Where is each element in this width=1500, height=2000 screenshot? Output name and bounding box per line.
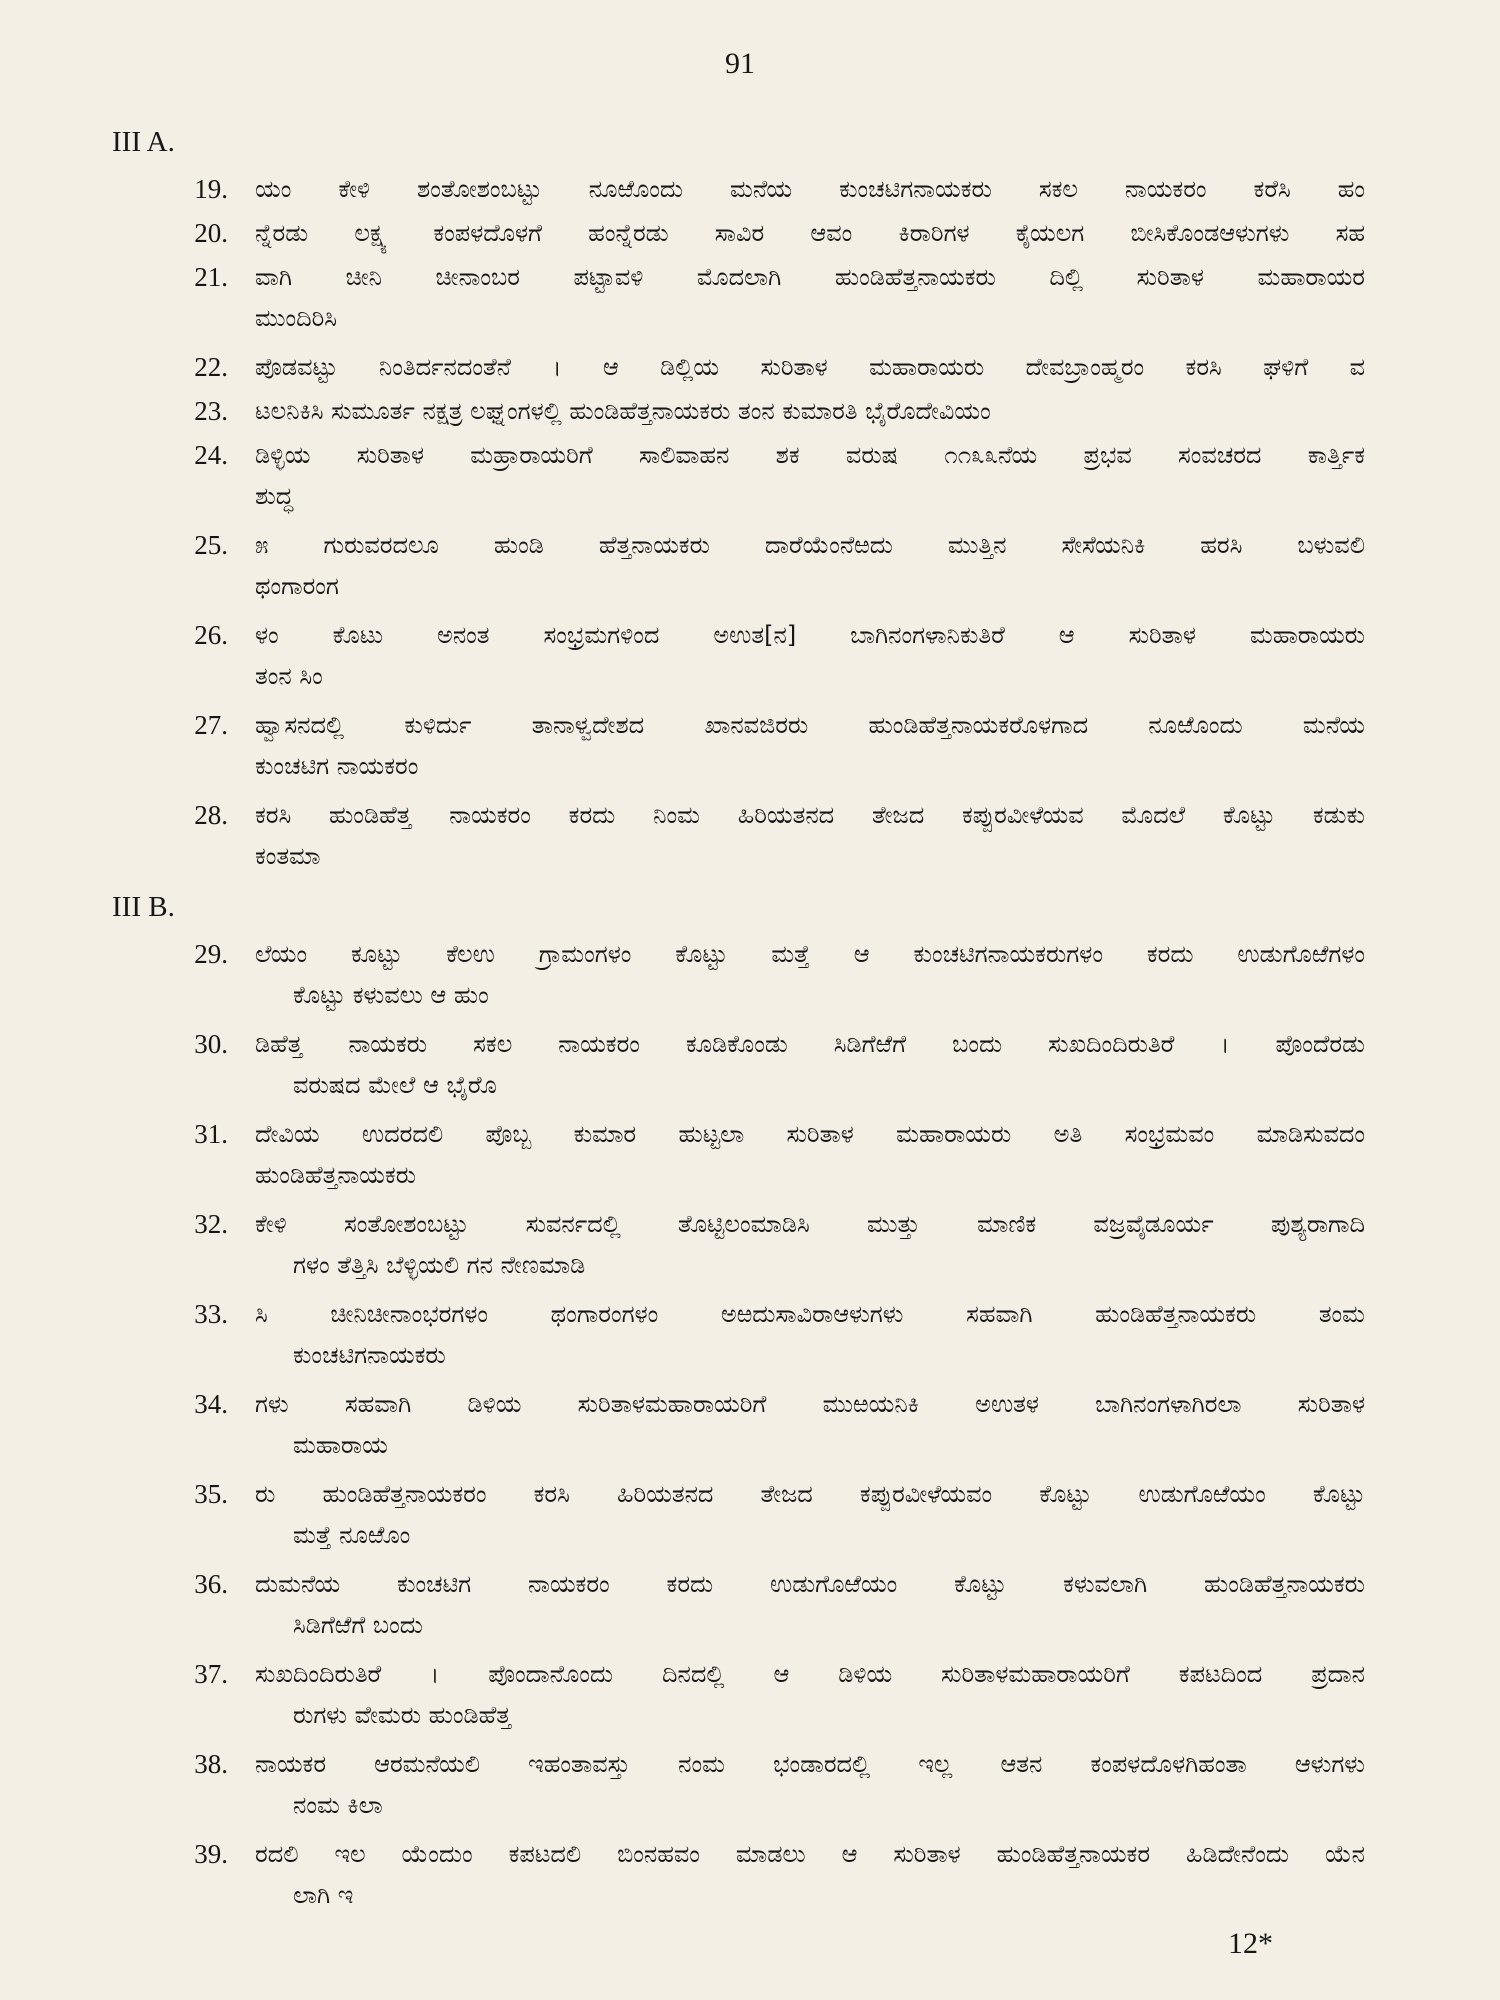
entry-text — [255, 1834, 1365, 1916]
entry-line: ಕರಸಿ ಹುಂಡಿಹೆತ್ತ ನಾಯಕರಂ ಕರದು ನಿಂಮ ಹಿರಿಯತನದ ತೇಜದ ಕಪ್ಪುರವೀಳೆಯವ ಮೊದಲೆ ಕೊಟ್ಟು ಕಡುಕು — [255, 801, 1365, 829]
entry-line: ಲೆಯಂ ಕೂಟ್ಟು ಕೆಲಉ ಗ್ರಾಮಂಗಳಂ ಕೊಟ್ಟು ಮತ್ತೆ ಆ ಕುಂಚಟಿಗನಾಯಕರುಗಳಂ ಕರದು ಉಡುಗೊಱೆಗಳಂ — [255, 940, 1365, 968]
line-number: 24. — [194, 440, 228, 470]
entry-continuation-line: ನಂಮ ಕಿಲಾ — [293, 1791, 383, 1819]
entry-line: ಟಲನಿಕಿಸಿ ಸುಮೂರ್ತ ನಕ್ಷತ್ರ ಲಘ್ನಂಗಳಲ್ಲಿ ಹುಂಡಿಹೆತ್ತನಾಯಕರು ತಂನ ಕುಮಾರತಿ ಭೈರೊದೇವಿಯಂ — [255, 397, 991, 425]
line-number: 28. — [194, 800, 228, 830]
entry-continuation-line: ಕುಂಚಟಿಗ ನಾಯಕರಂ — [255, 752, 419, 780]
entry-text — [255, 257, 1365, 339]
line-number: 26. — [194, 620, 228, 650]
text-entry — [0, 1294, 1500, 1376]
text-entry — [0, 1384, 1500, 1466]
text-entry — [0, 615, 1500, 697]
line-number: 37. — [194, 1659, 228, 1689]
entry-line: ಹ್ವಾಸನದಲ್ಲಿ ಕುಳಿರ್ದು ತಾನಾಳ್ವದೇಶದ ಖಾನವಜಿರರು ಹುಂಡಿಹೆತ್ತನಾಯಕರೊಳಗಾದ ನೂಱೊಂದು ಮನೆಯ — [255, 711, 1365, 739]
entry-continuation-line: ಶುದ್ಧ — [255, 482, 294, 510]
entry-continuation-line: ಲಾಗಿ ಇ — [293, 1881, 354, 1909]
text-entry — [0, 1834, 1500, 1916]
entry-continuation-line: ವರುಷದ ಮೇಲೆ ಆ ಭೈರೊ — [293, 1071, 497, 1099]
entry-text — [255, 934, 1365, 1016]
entry-continuation-line: ಗಳಂ ತೆತ್ತಿಸಿ ಬೆಳ್ಳಿಯಲಿ ಗನ ನೇಣಮಾಡಿ — [293, 1251, 586, 1279]
entry-continuation-line: ಮತ್ತೆ ನೂಱೊಂ — [293, 1521, 411, 1549]
text-entry — [0, 347, 1500, 388]
entry-text — [255, 213, 1365, 254]
entry-text — [255, 169, 1365, 210]
text-entry — [0, 1744, 1500, 1826]
text-entry — [0, 391, 1500, 432]
entry-line: ರು ಹುಂಡಿಹೆತ್ತನಾಯಕರಂ ಕರಸಿ ಹಿರಿಯತನದ ತೇಜದ ಕಪ್ಪುರವೀಳೆಯವಂ ಕೊಟ್ಟು ಉಡುಗೊಱೆಯಂ ಕೊಟ್ಟು — [255, 1480, 1365, 1508]
entry-line: ನ್ನೆರಡು ಲಕ್ಷ್ಯ ಕಂಪಳದೊಳಗೆ ಹಂನ್ನೆರಡು ಸಾವಿರ ಆವಂ ಕಿರಾರಿಗಳ ಕೈಯಲಗ ಬೀಸಿಕೊಂಡಆಳುಗಳು ಸಹ — [255, 219, 1365, 247]
line-number: 38. — [194, 1749, 228, 1779]
line-number: 31. — [194, 1119, 228, 1149]
entry-line: ಳಂ ಕೊಟು ಅನಂತ ಸಂಭ್ರಮಗಳಿಂದ ಅಉತ[ನ] ಬಾಗಿನಂಗಳಾನಿಕುತಿರೆ ಆ ಸುರಿತಾಳ ಮಹಾರಾಯರು — [255, 621, 1365, 649]
text-entry — [0, 1654, 1500, 1736]
entry-line: ರದಲಿ ಇಲ ಯೆಂದುಂ ಕಪಟದಲಿ ಬಿಂನಹವಂ ಮಾಡಲು ಆ ಸುರಿತಾಳ ಹುಂಡಿಹೆತ್ತನಾಯಕರ ಹಿಡಿದೇನೆಂದು ಯೆನ — [255, 1840, 1365, 1868]
entry-line: ಪೊಡವಟ್ಟು ನಿಂತಿರ್ದನದಂತೆನೆ । ಆ ಡಿಲ್ಲಿಯ ಸುರಿತಾಳ ಮಹಾರಾಯರು ದೇವಬ್ರಾಂಹ್ಮರಂ ಕರಸಿ ಘಳಿಗೆ ವ — [255, 353, 1365, 381]
line-number: 39. — [194, 1839, 228, 1869]
entry-line: ದೇವಿಯ ಉದರದಲಿ ಪೊಬ್ಬ ಕುಮಾರ ಹುಟ್ಟಲಾ ಸುರಿತಾಳ ಮಹಾರಾಯರು ಅತಿ ಸಂಭ್ರಮವಂ ಮಾಡಿಸುವದಂ — [255, 1120, 1365, 1148]
entry-text — [255, 1294, 1365, 1376]
entry-line: ಡಿಳ್ಳಿಯ ಸುರಿತಾಳ ಮಹ್ರಾರಾಯರಿಗೆ ಸಾಲಿವಾಹನ ಶಕ ವರುಷ ೧೧೩೩ನೆಯ ಪ್ರಭವ ಸಂವಚರದ ಕಾರ್ತ್ತಿಕ — [255, 441, 1365, 469]
entry-continuation-line: ಥಂಗಾರಂಗ — [255, 572, 339, 600]
text-entry — [0, 435, 1500, 517]
entry-text — [255, 615, 1365, 697]
line-number: 19. — [194, 174, 228, 204]
text-entry — [0, 1474, 1500, 1556]
entry-text — [255, 525, 1365, 607]
page-body — [0, 120, 1500, 1924]
text-entry — [0, 169, 1500, 210]
entry-text — [255, 795, 1365, 877]
line-number: 34. — [194, 1389, 228, 1419]
text-entry — [0, 257, 1500, 339]
line-number: 30. — [194, 1029, 228, 1059]
entry-continuation-line: ಕುಂಚಟಿಗನಾಯಕರು — [293, 1341, 446, 1369]
text-entry — [0, 934, 1500, 1016]
entry-line: ದುಮನೆಯ ಕುಂಚಟಿಗ ನಾಯಕರಂ ಕರದು ಉಡುಗೊಱೆಯಂ ಕೊಟ್ಟು ಕಳುವಲಾಗಿ ಹುಂಡಿಹೆತ್ತನಾಯಕರು — [255, 1570, 1365, 1598]
text-entry — [0, 525, 1500, 607]
entry-line: ಡಿಹೆತ್ತ ನಾಯಕರು ಸಕಲ ನಾಯಕರಂ ಕೂಡಿಕೊಂಡು ಸಿಡಿಗೆಱೆಗೆ ಬಂದು ಸುಖದಿಂದಿರುತಿರೆ । ಪೊಂದೆರಡು — [255, 1030, 1365, 1058]
line-number: 22. — [194, 352, 228, 382]
line-number: 33. — [194, 1299, 228, 1329]
entry-text — [255, 1114, 1365, 1196]
entry-line: ಯಂ ಕೇಳಿ ಶಂತೋಶಂಬಟ್ಟು ನೂಱೊಂದು ಮನೆಯ ಕುಂಚಟಿಗನಾಯಕರು ಸಕಲ ನಾಯಕರಂ ಕರೆಸಿ ಹಂ — [255, 175, 1365, 203]
text-entry — [0, 213, 1500, 254]
entry-text — [255, 347, 1365, 388]
page-number: 91 — [725, 47, 755, 80]
entry-continuation-line: ಕೊಟ್ಟು ಕಳುವಲು ಆ ಹುಂ — [293, 981, 489, 1009]
line-number: 25. — [194, 530, 228, 560]
entry-text — [255, 1744, 1365, 1826]
entry-continuation-line: ಸಿಡಿಗೆಱೆಗೆ ಬಂದು — [293, 1611, 423, 1639]
line-number: 27. — [194, 710, 228, 740]
entry-continuation-line: ಮಹಾರಾಯ — [293, 1431, 388, 1459]
entry-text — [255, 1654, 1365, 1736]
entry-text — [255, 391, 1365, 432]
entry-text — [255, 1204, 1365, 1286]
entry-text — [255, 1564, 1365, 1646]
line-number: 29. — [194, 939, 228, 969]
entry-line: ೫ ಗುರುವರದಲೂ ಹುಂಡಿ ಹೆತ್ತನಾಯಕರು ದಾರೆಯೆಂನೆಱದು ಮುತ್ತಿನ ಸೇಸೆಯನಿಕಿ ಹರಸಿ ಬಳುವಲಿ — [255, 531, 1365, 559]
text-entry — [0, 1024, 1500, 1106]
line-number: 32. — [194, 1209, 228, 1239]
entry-line: ಸಿ ಚೀನಿಚೀನಾಂಭರಗಳಂ ಥಂಗಾರಂಗಳಂ ಅಱದುಸಾವಿರಾಆಳುಗಳು ಸಹವಾಗಿ ಹುಂಡಿಹೆತ್ತನಾಯಕರು ತಂಮ — [255, 1300, 1365, 1328]
entry-continuation-line: ತಂನ ಸಿಂ — [255, 662, 323, 690]
text-entry — [0, 795, 1500, 877]
entry-line: ವಾಗಿ ಚೀನಿ ಚೀನಾಂಬರ ಪಟ್ಟಾವಳಿ ಮೊದಲಾಗಿ ಹುಂಡಿಹೆತ್ತನಾಯಕರು ದಿಲ್ಲಿ ಸುರಿತಾಳ ಮಹಾರಾಯರ — [255, 263, 1365, 291]
entry-text — [255, 705, 1365, 787]
text-entry — [0, 705, 1500, 787]
entry-continuation-line: ರುಗಳು ವೇಮರು ಹುಂಡಿಹೆತ್ತ — [293, 1701, 512, 1729]
line-number: 21. — [194, 262, 228, 292]
section-heading: III A. — [112, 126, 175, 158]
entry-line: ಗಳು ಸಹವಾಗಿ ಡಿಳಿಯ ಸುರಿತಾಳಮಹಾರಾಯರಿಗೆ ಮುಱಯನಿಕಿ ಅಉತಳ ಬಾಗಿನಂಗಳಾಗಿರಲಾ ಸುರಿತಾಳ — [255, 1390, 1365, 1418]
entry-continuation-line: ಮುಂದಿರಿಸಿ — [255, 304, 338, 332]
line-number: 20. — [194, 218, 228, 248]
entry-text — [255, 1024, 1365, 1106]
entry-text — [255, 1474, 1365, 1556]
text-entry — [0, 1564, 1500, 1646]
line-number: 35. — [194, 1479, 228, 1509]
line-number: 36. — [194, 1569, 228, 1599]
text-entry — [0, 1204, 1500, 1286]
entry-continuation-line: ಹುಂಡಿಹೆತ್ತನಾಯಕರು — [255, 1161, 417, 1189]
entry-line: ನಾಯಕರ ಆರಮನೆಯಲಿ ಇಹಂತಾವಸ್ತು ನಂಮ ಭಂಡಾರದಲ್ಲಿ ಇಲ್ಲ ಆತನ ಕಂಪಳದೊಳಗಿಹಂತಾ ಆಳುಗಳು — [255, 1750, 1365, 1778]
entry-line: ಸುಖದಿಂದಿರುತಿರೆ । ಪೊಂದಾನೊಂದು ದಿನದಲ್ಲಿ ಆ ಡಿಳಿಯ ಸುರಿತಾಳಮಹಾರಾಯರಿಗೆ ಕಪಟದಿಂದ ಪ್ರದಾನ — [255, 1660, 1365, 1688]
signature-mark: 12* — [1228, 1927, 1273, 1960]
entry-text — [255, 435, 1365, 517]
entry-line: ಕೇಳಿ ಸಂತೋಶಂಬಟ್ಟು ಸುವರ್ನದಲ್ಲಿ ತೊಟ್ಟಿಲಂಮಾಡಿಸಿ ಮುತ್ತು ಮಾಣಿಕ ವಜ್ರವೈಡೂರ್ಯ ಪುಶ್ಯರಾಗಾದಿ — [255, 1210, 1365, 1238]
entry-text — [255, 1384, 1365, 1466]
section-heading: III B. — [112, 891, 175, 923]
text-entry — [0, 1114, 1500, 1196]
entry-continuation-line: ಕಂತಮಾ — [255, 842, 321, 870]
line-number: 23. — [194, 396, 228, 426]
